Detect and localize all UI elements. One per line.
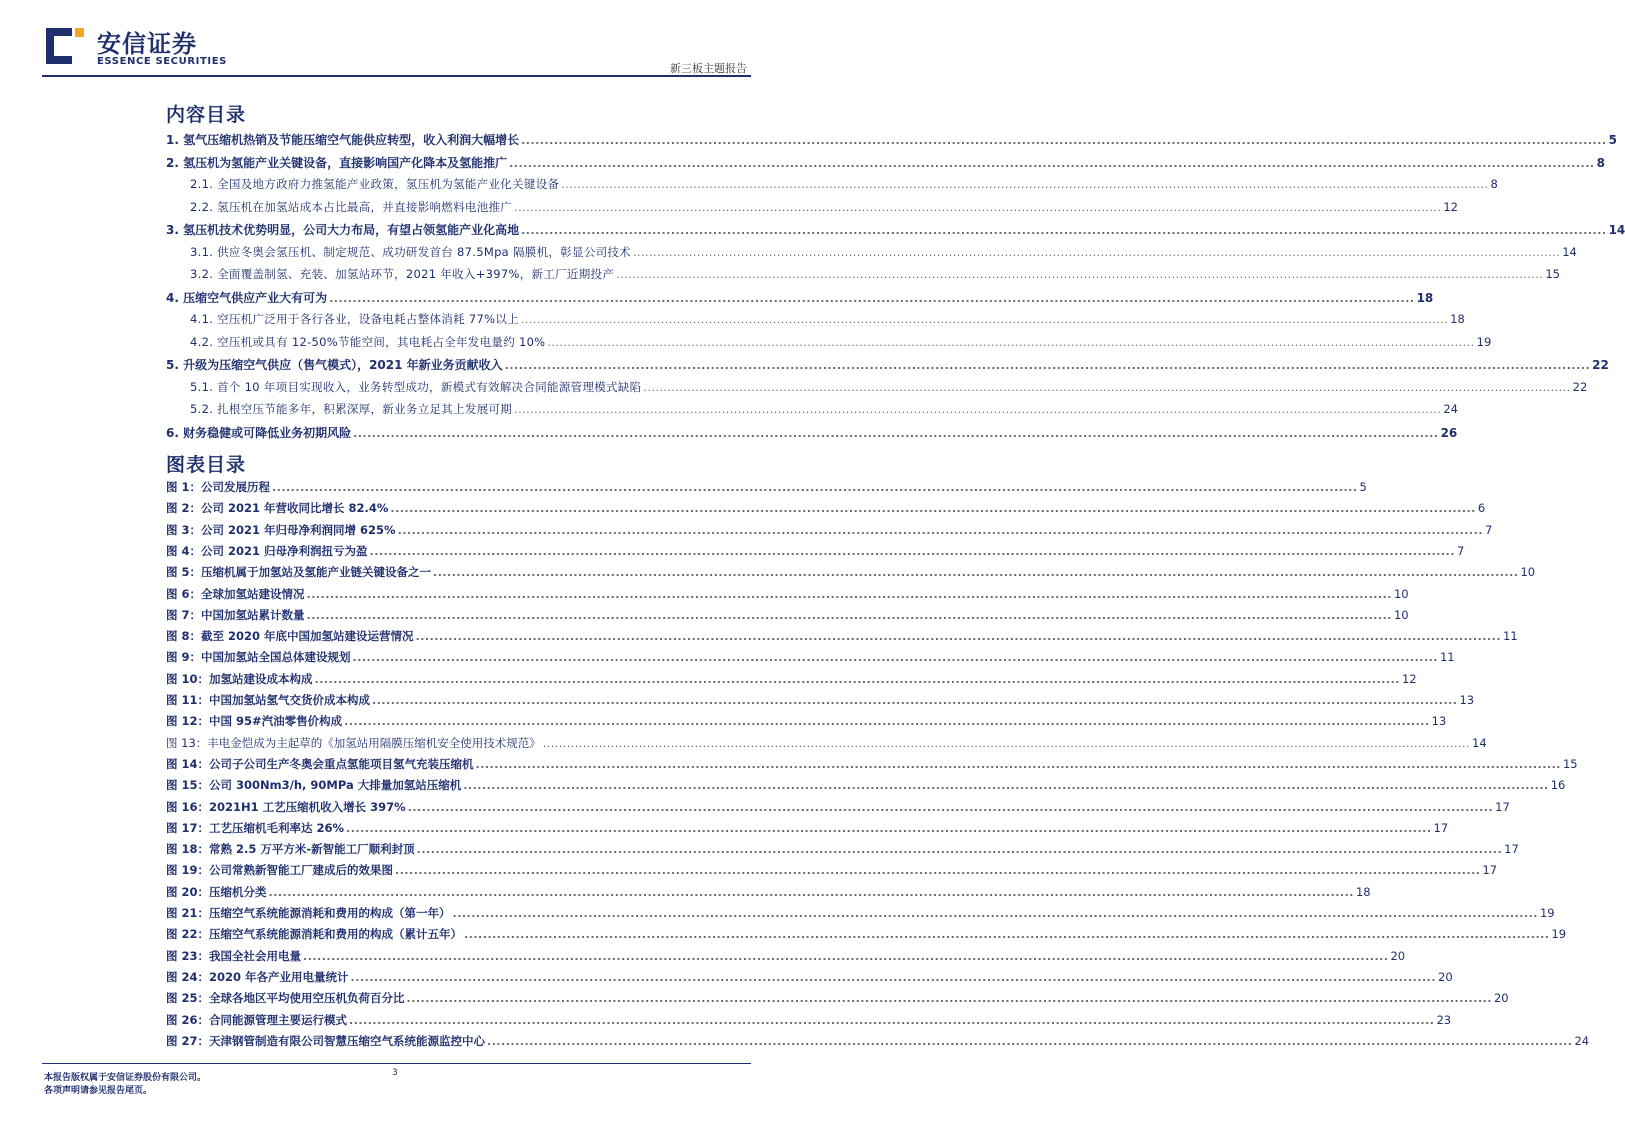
dot-leader [398, 524, 1483, 537]
figure-entry[interactable] [166, 522, 1493, 538]
figure-entry-page: 14 [1472, 735, 1487, 750]
dot-leader [416, 630, 1501, 643]
toc-entry[interactable] [190, 199, 1458, 215]
dot-leader [643, 381, 1570, 394]
toc-entry-label: 3. 氢压机技术优势明显，公司大力布局，有望占领氢能产业化高地 [166, 223, 520, 237]
figure-entry-page: 7 [1457, 543, 1465, 558]
toc-entry-page: 14 [1562, 244, 1577, 259]
dot-leader [351, 971, 1436, 984]
dot-leader [547, 336, 1474, 349]
figure-entry-page: 13 [1459, 693, 1475, 707]
toc-entry[interactable] [166, 154, 1605, 171]
figure-entry[interactable] [166, 841, 1519, 857]
figure-entry-label: 图 1：公司发展历程 [166, 480, 271, 494]
toc-entry-label: 1. 氢气压缩机热销及节能压缩空气能供应转型，收入利润大幅增长 [166, 133, 520, 147]
report-type: 新三板主题报告 [670, 62, 747, 75]
figure-entry-label: 图 18：常熟 2.5 万平方米-新智能工厂顺利封顶 [166, 842, 415, 857]
toc-entry[interactable] [190, 379, 1588, 395]
dot-leader [407, 992, 1492, 1005]
figure-entry-page: 13 [1431, 714, 1447, 729]
figure-entry-label: 图 14：公司子公司生产冬奥会重点氢能项目氢气充装压缩机 [166, 756, 474, 771]
figure-entry-label: 图 25：全球各地区平均使用空压机负荷百分比 [166, 991, 405, 1006]
figure-entry[interactable] [166, 671, 1417, 687]
figure-entry-page: 19 [1551, 927, 1567, 942]
toc-entry[interactable] [190, 244, 1577, 260]
figure-entry-page: 19 [1539, 906, 1555, 920]
dot-leader [272, 481, 1357, 494]
figure-entry-page: 10 [1520, 565, 1536, 580]
figure-entry-label: 图 16：2021H1 工艺压缩机收入增长 397% [166, 799, 406, 814]
figure-entry-label: 图 23：我国全社会用电量 [166, 948, 302, 963]
figure-entry-label: 图 22：压缩空气系统能源消耗和费用的构成（累计五年） [166, 927, 463, 942]
figure-entry-label: 图 11：中国加氢站氢气交货价成本构成 [166, 693, 371, 707]
figure-entry-page: 15 [1562, 756, 1578, 771]
figure-entry-label: 图 6：全球加氢站建设情况 [166, 586, 305, 601]
dot-leader [521, 313, 1448, 326]
dot-leader [269, 886, 1354, 899]
toc-entry-page: 8 [1490, 177, 1498, 191]
toc-entry-label: 5.1. 首个 10 年项目实现收入，业务转型成功，新模式有效解决合同能源管理模式缺陷 [190, 379, 642, 394]
figure-entry-label: 图 13：丰电金恺成为主起草的《加氢站用隔膜压缩机安全使用技术规范》 [166, 735, 541, 750]
footer-disclaimer: 各项声明请参见报告尾页。 [44, 1086, 153, 1096]
toc-entry-label: 2. 氢压机为氢能产业关键设备，直接影响国产化降本及氢能推广 [166, 155, 508, 170]
figure-entry[interactable] [166, 649, 1455, 665]
toc-entry-label: 2.2. 氢压机在加氢站成本占比最高，并直接影响燃料电池推广 [190, 199, 513, 214]
dot-leader [307, 609, 1392, 622]
footer-divider [42, 1063, 751, 1064]
toc-entry-page: 18 [1450, 312, 1465, 326]
figure-entry[interactable] [166, 990, 1509, 1006]
figure-entry-page: 20 [1390, 948, 1406, 963]
figure-entry-label: 图 21：压缩空气系统能源消耗和费用的构成（第一年） [166, 906, 451, 920]
toc-entry[interactable] [190, 334, 1492, 350]
toc-entry-page: 8 [1596, 155, 1605, 170]
figure-entry-page: 17 [1433, 820, 1449, 835]
dot-leader [633, 246, 1560, 259]
figure-entry-label: 图 5：压缩机属于加氢站及氢能产业链关键设备之一 [166, 565, 432, 580]
dot-leader [453, 907, 1538, 920]
toc-entry[interactable] [190, 176, 1498, 192]
figure-entry-page: 11 [1503, 629, 1518, 644]
figure-entry-page: 20 [1493, 991, 1509, 1006]
toc-entry[interactable] [166, 289, 1434, 306]
toc-entry-label: 4.1. 空压机广泛用于各行各业，设备电耗占整体消耗 77%以上 [190, 312, 519, 326]
dot-leader [408, 801, 1493, 814]
dot-leader [616, 268, 1543, 281]
toc-entry[interactable] [190, 311, 1465, 327]
toc-entry[interactable] [190, 266, 1560, 282]
toc-entry-page: 22 [1572, 379, 1588, 394]
dot-leader [315, 673, 1400, 686]
figure-entry[interactable] [166, 820, 1449, 836]
figures-title: 图表目录 [166, 454, 247, 476]
toc-entry[interactable] [190, 401, 1458, 417]
dot-leader [307, 588, 1392, 601]
toc-entry[interactable] [166, 356, 1609, 373]
figure-entry[interactable] [166, 692, 1475, 708]
dot-leader [349, 1014, 1434, 1027]
figure-entry-page: 16 [1550, 778, 1566, 793]
figure-entry-label: 图 7：中国加氢站累计数量 [166, 607, 305, 622]
figure-entry[interactable] [166, 862, 1498, 878]
company-logo-mark [44, 24, 86, 70]
toc-entry-label: 6. 财务稳健或可降低业务初期风险 [166, 425, 352, 440]
figure-entry[interactable] [166, 543, 1465, 559]
dot-leader [303, 950, 1388, 963]
figure-entry-page: 23 [1436, 1012, 1452, 1027]
figure-entry-page: 11 [1439, 650, 1455, 665]
dot-leader [395, 864, 1480, 877]
figure-entry[interactable] [166, 1012, 1452, 1028]
figure-entry-page: 17 [1495, 799, 1510, 814]
toc-entry[interactable] [166, 131, 1617, 148]
dot-leader [464, 928, 1549, 941]
dot-leader [390, 502, 1475, 515]
toc-entry-page: 18 [1416, 290, 1434, 305]
figure-entry-label: 图 10：加氢站建设成本构成 [166, 671, 313, 686]
dot-leader [514, 201, 1441, 214]
toc-entry-page: 24 [1443, 402, 1458, 416]
dot-leader [372, 694, 1457, 707]
dot-leader [417, 843, 1502, 856]
header-divider [42, 75, 751, 77]
figure-entry-page: 6 [1477, 501, 1486, 516]
toc-entry-label: 3.2. 全面覆盖制氢、充装、加氢站环节，2021 年收入+397%，新工厂近期投产 [190, 267, 615, 281]
figure-entry-page: 10 [1393, 586, 1409, 601]
figure-entry[interactable] [166, 713, 1447, 729]
toc-entry-page: 26 [1440, 425, 1458, 440]
figure-entry[interactable] [166, 1033, 1590, 1049]
figure-entry-page: 12 [1401, 671, 1417, 686]
footer-copyright: 本报告版权属于安信证券股份有限公司。 [44, 1073, 207, 1083]
dot-leader [353, 427, 1438, 440]
toc-entry-page: 14 [1608, 223, 1625, 237]
toc-entry-page: 5 [1608, 133, 1617, 147]
figure-entry-label: 图 24：2020 年各产业用电量统计 [166, 969, 349, 984]
toc-entry-page: 19 [1476, 334, 1492, 349]
dot-leader [353, 651, 1438, 664]
figure-entry-page: 17 [1504, 842, 1519, 857]
dot-leader [344, 715, 1429, 728]
figure-entry[interactable] [166, 905, 1555, 921]
figure-entry-label: 图 2：公司 2021 年营收同比增长 82.4% [166, 501, 389, 516]
figure-entry[interactable] [166, 948, 1406, 964]
figure-entry[interactable] [166, 607, 1409, 623]
company-name-en: ESSENCE SECURITIES [97, 56, 227, 67]
page-number: 3 [392, 1068, 398, 1078]
toc-entry-label: 4.2. 空压机或具有 12-50%节能空间，其电耗占全年发电量约 10% [190, 334, 546, 349]
figure-entry[interactable] [166, 926, 1567, 942]
toc-entry-page: 12 [1443, 199, 1458, 214]
figure-entry-label: 图 26：合同能源管理主要运行模式 [166, 1012, 348, 1027]
dot-leader [561, 178, 1488, 191]
figure-entry[interactable] [166, 969, 1453, 985]
figure-entry-label: 图 12：中国 95#汽油零售价构成 [166, 714, 343, 729]
dot-leader [521, 224, 1606, 237]
figure-entry-page: 24 [1574, 1033, 1590, 1048]
figure-entry[interactable] [166, 777, 1566, 793]
toc-entry-label: 5.2. 扎根空压节能多年，积累深厚，新业务立足其上发展可期 [190, 402, 513, 416]
dot-leader [521, 134, 1606, 147]
dot-leader [476, 758, 1561, 771]
toc-entry[interactable] [166, 424, 1458, 441]
dot-leader [509, 157, 1594, 170]
company-name-cn: 安信证券 [97, 30, 197, 58]
toc-title: 内容目录 [166, 104, 247, 126]
figure-entry[interactable] [166, 628, 1518, 644]
figure-entry-page: 7 [1485, 522, 1493, 537]
figure-entry-label: 图 20：压缩机分类 [166, 884, 267, 899]
figure-entry-label: 图 4：公司 2021 归母净利润扭亏为盈 [166, 543, 368, 558]
figure-entry[interactable] [166, 799, 1510, 815]
dot-leader [346, 822, 1431, 835]
figure-entry-label: 图 3：公司 2021 年归母净利润同增 625% [166, 522, 396, 537]
figure-entry-page: 10 [1393, 607, 1409, 622]
dot-leader [505, 359, 1590, 372]
figure-entry-label: 图 8：截至 2020 年底中国加氢站建设运营情况 [166, 629, 414, 644]
figure-entry-label: 图 27：天津钢管制造有限公司智慧压缩空气系统能源监控中心 [166, 1033, 486, 1048]
dot-leader [463, 779, 1548, 792]
dot-leader [329, 292, 1414, 305]
toc-entry-label: 3.1. 供应冬奥会氢压机、制定规范、成功研发首台 87.5Mpa 隔膜机，彰显公司技术 [190, 244, 631, 259]
dot-leader [433, 566, 1518, 579]
figure-entry-label: 图 17：工艺压缩机毛利率达 26% [166, 820, 345, 835]
toc-entry-label: 2.1. 全国及地方政府力推氢能产业政策，氢压机为氢能产业化关键设备 [190, 177, 560, 191]
figure-entry-label: 图 9：中国加氢站全国总体建设规划 [166, 650, 351, 665]
toc-entry[interactable] [166, 221, 1625, 238]
figure-entry-label: 图 19：公司常熟新智能工厂建成后的效果图 [166, 863, 394, 878]
figure-entry[interactable] [166, 564, 1536, 580]
figure-entry-page: 18 [1355, 884, 1371, 899]
figure-entry-page: 17 [1482, 863, 1498, 878]
figure-entry-label: 图 15：公司 300Nm3/h, 90MPa 大排量加氢站压缩机 [166, 778, 462, 793]
figure-entry[interactable] [166, 756, 1578, 772]
dot-leader [514, 403, 1441, 416]
dot-leader [543, 737, 1470, 750]
toc-entry-label: 5. 升级为压缩空气供应（售气模式），2021 年新业务贡献收入 [166, 358, 503, 372]
toc-entry-page: 22 [1592, 358, 1609, 372]
figure-entry[interactable] [166, 500, 1486, 516]
figure-entry[interactable] [166, 884, 1371, 900]
figure-entry[interactable] [166, 479, 1367, 495]
figure-entry-page: 20 [1438, 969, 1453, 984]
toc-entry-page: 15 [1545, 267, 1560, 281]
toc-entry-label: 4. 压缩空气供应产业大有可为 [166, 290, 328, 305]
dot-leader [487, 1035, 1572, 1048]
figure-entry-page: 5 [1359, 480, 1367, 494]
dot-leader [370, 545, 1455, 558]
figure-entry[interactable] [166, 586, 1409, 602]
figure-entry[interactable] [166, 735, 1487, 751]
